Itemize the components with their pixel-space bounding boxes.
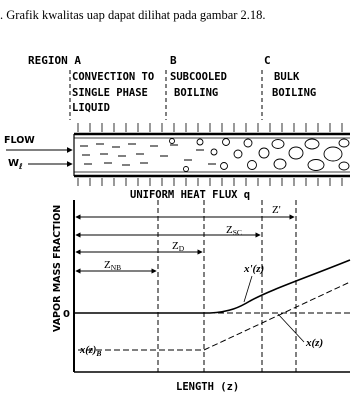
flow-label: FLOW: [4, 135, 35, 146]
region-c-text-2: BOILING: [272, 87, 317, 99]
region-a-label: REGION A: [28, 54, 81, 67]
region-a-text-2: SINGLE PHASE: [72, 87, 148, 99]
top-heat-arrows: [78, 123, 342, 132]
caption-text: . Grafik kwalitas uap dapat dilihat pada gambar 2.18.: [0, 8, 266, 22]
region-c-label: C: [264, 54, 271, 67]
x-prime-leader: [244, 276, 252, 302]
x-z-b-label: $x(z)_B$: [80, 345, 102, 358]
x-z-leader: [278, 314, 304, 342]
vapor-bubbles: [170, 139, 350, 172]
region-b-text-1: SUBCOOLED: [170, 71, 227, 83]
region-b-label: B: [170, 54, 177, 67]
zero-label: 0: [63, 309, 70, 320]
x-z-label: x(z): [306, 337, 324, 349]
region-c-text-1: BULK: [274, 71, 300, 83]
y-axis-label: VAPOR MASS FRACTION: [52, 204, 63, 332]
bottom-heat-arrows: [78, 178, 342, 186]
liquid-dashes: [80, 144, 216, 165]
region-b-text-2: BOILING: [174, 87, 219, 99]
z-d-label: ZD: [172, 240, 185, 253]
tube: [74, 134, 350, 176]
z-sc-label: ZSC: [226, 224, 242, 237]
region-a-text-3: LIQUID: [72, 102, 110, 114]
flow-w-label: $W_\ell$: [8, 158, 23, 171]
region-a-text-1: CONVECTION TO: [72, 71, 155, 83]
z-nb-label: ZNB: [104, 259, 122, 272]
z-prime-label: Z': [272, 204, 281, 216]
heat-flux-label: UNIFORM HEAT FLUX q: [130, 189, 251, 201]
x-prime-label: x'(z): [244, 263, 265, 275]
x-axis-label: LENGTH (z): [176, 381, 240, 393]
